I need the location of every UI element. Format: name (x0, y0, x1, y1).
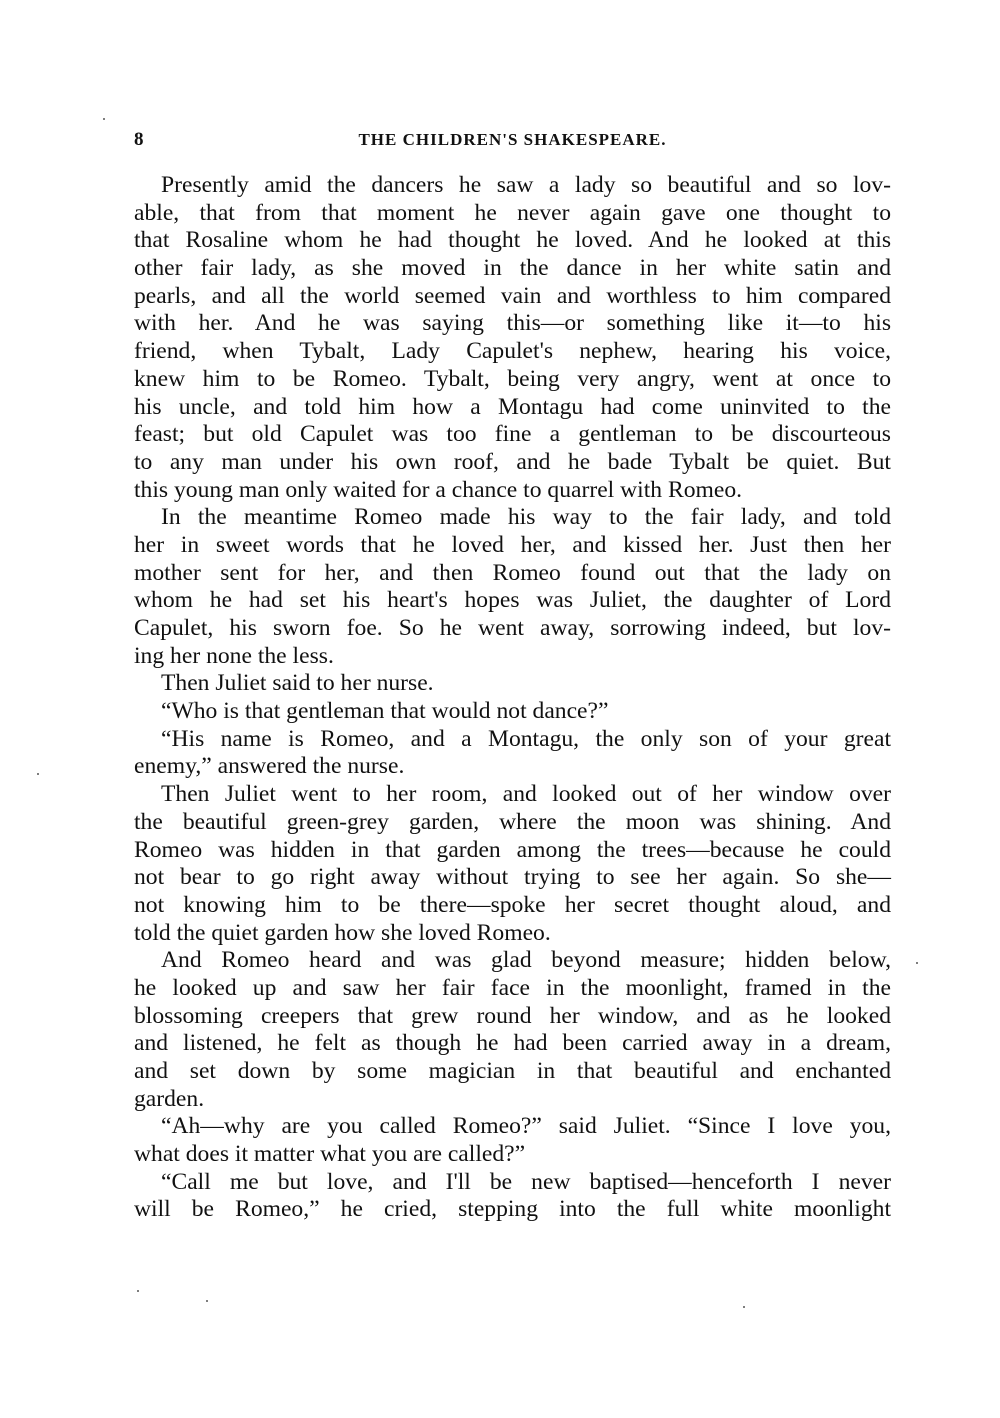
header-title: THE CHILDREN'S SHAKESPEARE. (358, 130, 667, 149)
text-line: her in sweet words that he loved her, and kissed her. Just then her (134, 531, 891, 558)
text-line: and set down by some magician in that beautiful and enchanted (134, 1058, 891, 1084)
text-line: Capulet, his sworn foe. So he went away, sorrowing indeed, but lov- (134, 615, 891, 641)
scan-speck (916, 962, 918, 964)
text-line: with her. And he was saying this—or something like it—to his (134, 310, 891, 337)
text-line: that Rosaline whom he had thought he loved. And he looked at this (134, 227, 891, 254)
scan-speck (137, 1290, 139, 1292)
text-line: ing her none the less. (134, 642, 334, 669)
text-line: garden. (134, 1085, 205, 1112)
text-line: to any man under his own roof, and he bade Tybalt be quiet. But (134, 448, 891, 475)
text-line: the beautiful green-grey garden, where the moon was shining. And (134, 808, 891, 835)
text-line: mother sent for her, and then Romeo found out that the lady on (134, 559, 891, 586)
text-line: knew him to be Romeo. Tybalt, being very angry, went at once to (134, 365, 891, 392)
text-line: and listened, he felt as though he had been carried away in a dream, (134, 1030, 891, 1057)
page-number: 8 (134, 129, 144, 150)
text-line: And Romeo heard and was glad beyond measure; hidden below, (161, 947, 891, 974)
scan-speck (206, 1300, 208, 1302)
text-line: not knowing him to be there—spoke her secret thought aloud, and (134, 891, 891, 918)
body-text (134, 172, 891, 1224)
text-line: Then Juliet said to her nurse. (161, 670, 434, 697)
running-head (134, 128, 891, 152)
text-line: Presently amid the dancers he saw a lady so beautiful and so lov- (161, 172, 891, 198)
text-line: told the quiet garden how she loved Romeo. (134, 919, 551, 946)
text-line: enemy,” answered the nurse. (134, 753, 405, 780)
text-line: will be Romeo,” he cried, stepping into the full white moonlight (134, 1196, 891, 1223)
scan-speck (743, 1306, 745, 1308)
text-line: “His name is Romeo, and a Montagu, the only son of your great (161, 725, 891, 752)
text-line: feast; but old Capulet was too fine a gentleman to be discourteous (134, 421, 891, 448)
text-line: In the meantime Romeo made his way to the fair lady, and told (161, 504, 891, 531)
text-line: pearls, and all the world seemed vain and worthless to him compared (134, 282, 891, 309)
text-line: “Call me but love, and I'll be new baptised—henceforth I never (161, 1168, 891, 1195)
scan-speck (103, 118, 105, 120)
scan-speck (37, 773, 39, 775)
text-line: able, that from that moment he never again gave one thought to (134, 199, 891, 226)
text-line: whom he had set his heart's hopes was Juliet, the daughter of Lord (134, 587, 891, 614)
text-line: what does it matter what you are called?” (134, 1141, 526, 1168)
text-line: “Who is that gentleman that would not dance?” (161, 698, 609, 725)
text-line: Romeo was hidden in that garden among the trees—because he could (134, 836, 891, 863)
text-line: he looked up and saw her fair face in the moonlight, framed in the (134, 974, 891, 1001)
text-line: “Ah—why are you called Romeo?” said Juliet. “Since I love you, (161, 1113, 891, 1140)
text-line: other fair lady, as she moved in the dance in her white satin and (134, 255, 891, 282)
text-line: Then Juliet went to her room, and looked out of her window over (161, 781, 891, 808)
text-line: not bear to go right away without trying to see her again. So she— (134, 864, 891, 891)
text-line: this young man only waited for a chance to quarrel with Romeo. (134, 476, 743, 503)
text-line: friend, when Tybalt, Lady Capulet's nephew, hearing his voice, (134, 338, 891, 365)
text-line: his uncle, and told him how a Montagu had come uninvited to the (134, 393, 891, 420)
text-line: blossoming creepers that grew round her window, and as he looked (134, 1002, 891, 1029)
